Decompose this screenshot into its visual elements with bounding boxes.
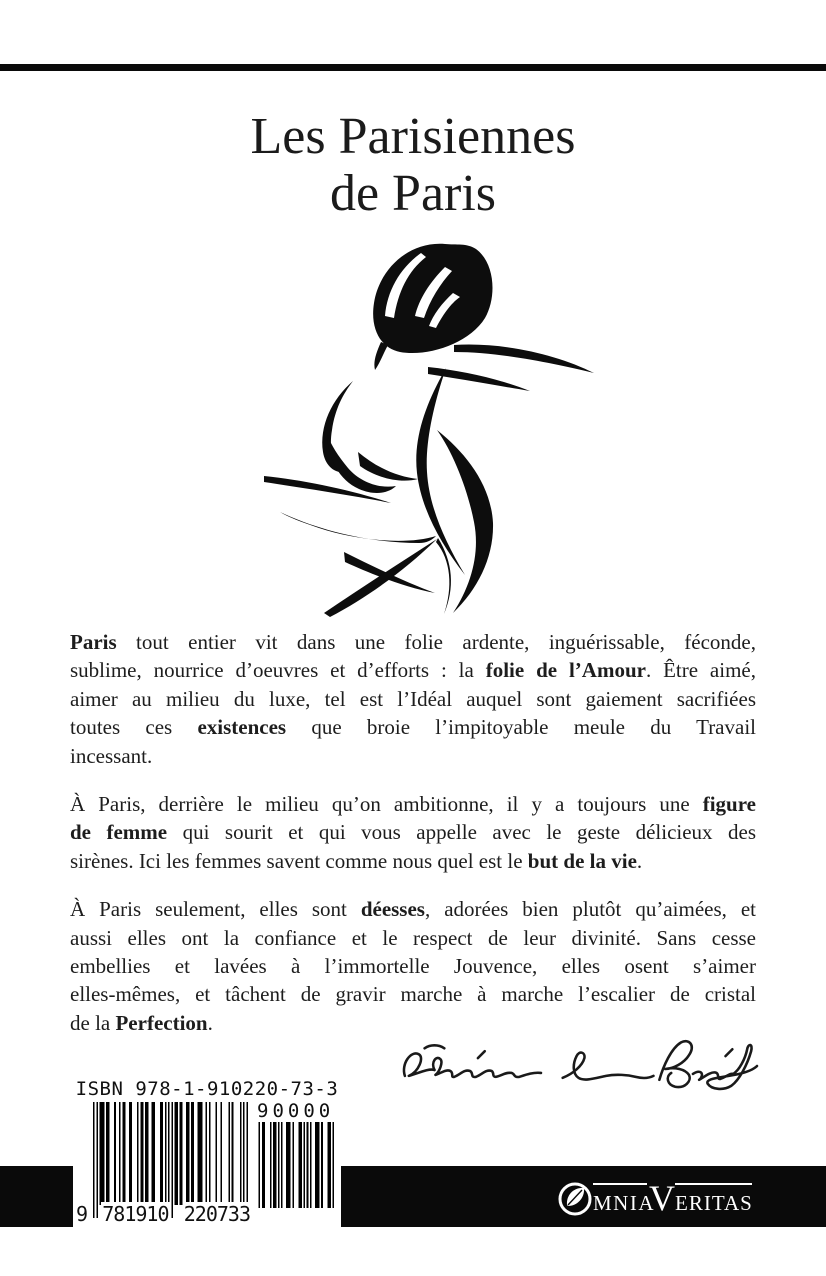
text-line: de femme qui sourit et qui vous appelle avec le geste délicieux des bbox=[70, 820, 757, 845]
paragraph bbox=[70, 628, 756, 770]
text-line: incessant. bbox=[70, 743, 153, 768]
text-line: sirènes. Ici les femmes savent comme nous quel est le but de la vie. bbox=[70, 848, 643, 873]
signature-svg bbox=[395, 1030, 760, 1104]
text-line: À Paris seulement, elles sont déesses, adorées bien plutôt qu’aimées, et bbox=[70, 897, 756, 922]
text-line: de la Perfection. bbox=[70, 1010, 213, 1035]
signature-theodore-de-banville bbox=[395, 1030, 760, 1104]
ean13-digits bbox=[75, 1202, 251, 1226]
publisher-logo-omnia-veritas bbox=[555, 1172, 755, 1220]
text-line: aimer au milieu du luxe, tel est l’Idéal auquel sont gaiement sacrifiées bbox=[70, 686, 756, 711]
ean5-supplement-barcode bbox=[257, 1122, 334, 1208]
omnia-veritas-logo-svg bbox=[555, 1172, 755, 1220]
ean13-barcode bbox=[93, 1102, 248, 1218]
paragraph bbox=[70, 790, 756, 875]
isbn-barcode-block bbox=[73, 1075, 341, 1227]
barcode-supplement-text: 90000 bbox=[257, 1100, 335, 1122]
book-title bbox=[0, 108, 826, 222]
text-line: sublime, nourrice d’oeuvres et d’efforts : la folie de l’Amour. Être aimé, bbox=[70, 658, 756, 683]
paragraph bbox=[70, 895, 756, 1037]
logo-o-leaf-icon bbox=[560, 1184, 590, 1214]
logo-text-v: V bbox=[649, 1178, 675, 1218]
book-title-line1: Les Parisiennes bbox=[250, 108, 576, 165]
text-line: À Paris, derrière le milieu qu’on ambitionne, il y a toujours une figure bbox=[70, 792, 756, 817]
text-line: embellies et lavées à l’immortelle Jouvence, elles osent s’aimer bbox=[70, 954, 756, 979]
isbn-number-label: ISBN 978-1-910220-73-3 bbox=[75, 1078, 339, 1100]
logo-text-eritas: ERITAS bbox=[675, 1191, 753, 1215]
body-text bbox=[70, 628, 756, 1037]
text-line: Paris tout entier vit dans une folie ardente, inguérissable, féconde, bbox=[70, 630, 756, 654]
ean13-digit-group2: 220733 bbox=[183, 1202, 250, 1226]
text-line: aussi elles ont la confiance et le respect de leur divinité. Sans cesse bbox=[70, 925, 756, 950]
text-line: elles-mêmes, et tâchent de gravir marche à marche l’escalier de cristal bbox=[70, 982, 756, 1007]
ean13-digit-lead: 9 bbox=[76, 1202, 88, 1226]
woman-silhouette-svg bbox=[240, 240, 600, 625]
ean13-digit-group1: 781910 bbox=[102, 1202, 169, 1226]
book-title-line2: de Paris bbox=[329, 165, 497, 222]
top-divider-rule bbox=[0, 64, 826, 71]
text-line: toutes ces existences que broie l’impitoyable meule du Travail bbox=[70, 715, 756, 740]
logo-text-mnia: MNIA bbox=[593, 1191, 655, 1215]
woman-silhouette-illustration bbox=[240, 240, 600, 625]
